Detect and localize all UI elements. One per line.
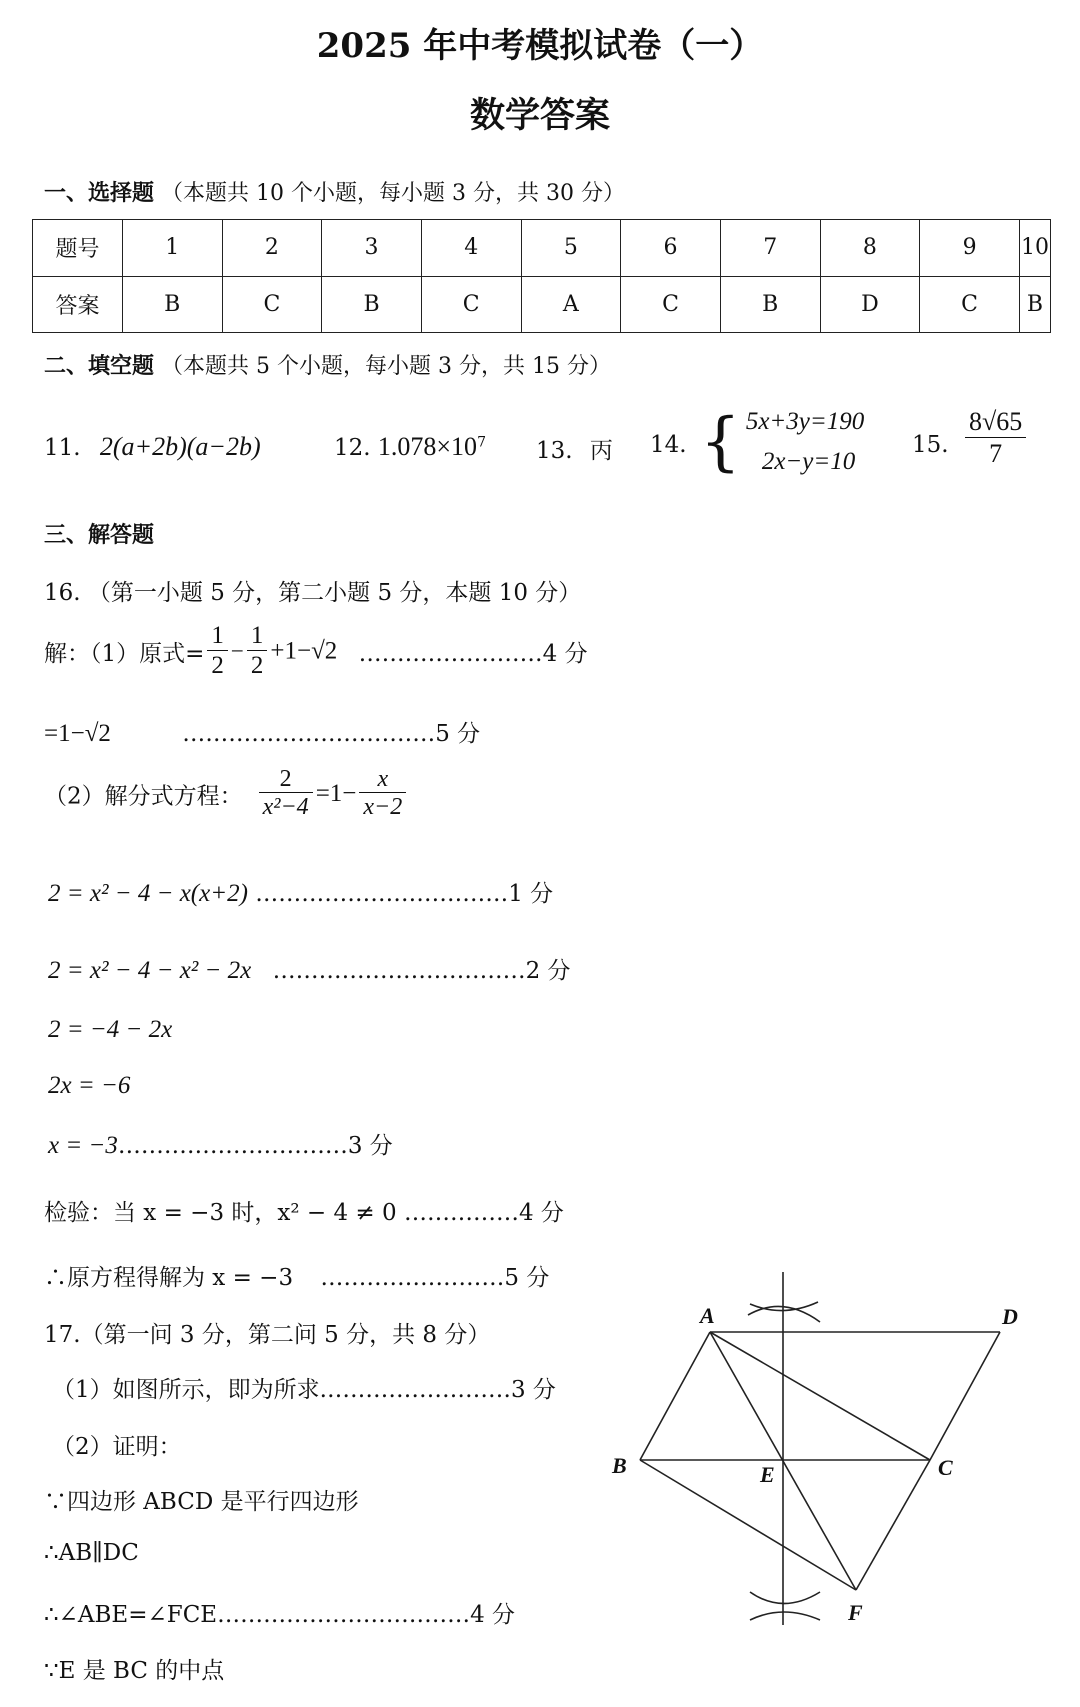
step-score: ……………………………2 分 bbox=[272, 958, 571, 984]
q17-line5 bbox=[44, 1596, 515, 1629]
q16-part1: 解：（1）原式= $\frac{1}{2}$ − $\frac{1}{2}$ +1−√2 ……………………4 分 bbox=[44, 622, 588, 679]
step-score: ……………………………1 分 bbox=[255, 881, 554, 907]
q17-l5-text: ∴∠ABE=∠FCE bbox=[44, 1602, 218, 1628]
q16-heading: 16. （第一小题 5 分，第二小题 5 分，本题 10 分） bbox=[44, 580, 582, 606]
q14-eq2: 2x−y=10 bbox=[761, 448, 856, 475]
section1-note: （本题共 10 个小题，每小题 3 分，共 30 分） bbox=[161, 181, 625, 206]
answer-cell: B bbox=[322, 276, 422, 333]
step-expr: 2 = x² − 4 − x² − 2x bbox=[48, 957, 252, 984]
answer-cell: C bbox=[920, 276, 1020, 333]
segment-bf bbox=[640, 1460, 856, 1590]
question-number: 1 bbox=[122, 220, 222, 277]
q16-p2-label: （2）解分式方程： bbox=[44, 783, 243, 810]
step-expr: x = −3 bbox=[48, 1132, 118, 1159]
row-label-answer: 答案 bbox=[33, 276, 123, 333]
q16-part2 bbox=[44, 766, 409, 822]
question-number: 10 bbox=[1019, 220, 1050, 277]
q15-fraction bbox=[962, 408, 1029, 469]
question-number: 6 bbox=[621, 220, 721, 277]
section2-note: （本题共 5 个小题，每小题 3 分，共 15 分） bbox=[161, 354, 611, 379]
frac-num: 1 bbox=[247, 622, 268, 651]
q13-number: 13. bbox=[536, 438, 573, 464]
q16-p1b-expr: =1−√2 bbox=[44, 720, 111, 747]
q16-p1b-score: ……………………………5 分 bbox=[182, 721, 481, 747]
frac-num: x bbox=[359, 766, 406, 793]
q16-step1 bbox=[48, 875, 553, 908]
q17-l5-score: ……………………………4 分 bbox=[217, 1602, 516, 1628]
answer-table bbox=[32, 219, 1051, 333]
question-number: 2 bbox=[222, 220, 322, 277]
q12-mantissa: 1.078×10 bbox=[377, 432, 478, 461]
question-number: 3 bbox=[322, 220, 422, 277]
construction-arc-bottom bbox=[750, 1592, 820, 1604]
answer-cell: B bbox=[720, 276, 820, 333]
q15-numerator: 8√65 bbox=[965, 408, 1026, 438]
section2-name: 二、填空题 bbox=[44, 353, 155, 379]
q12-exponent: 7 bbox=[477, 434, 486, 451]
q17-line2: （2）证明： bbox=[52, 1434, 182, 1460]
table-row bbox=[33, 276, 1051, 333]
q14-number: 14. bbox=[650, 432, 687, 458]
conclusion-score: ……………………5 分 bbox=[320, 1265, 550, 1291]
answer-cell: C bbox=[621, 276, 721, 333]
question-number: 7 bbox=[720, 220, 820, 277]
section1-heading bbox=[44, 176, 625, 207]
section3-name: 三、解答题 bbox=[44, 522, 155, 548]
q16-p1-label: 解：（1）原式= bbox=[44, 640, 205, 667]
label-c: C bbox=[938, 1455, 953, 1480]
label-d: D bbox=[1002, 1304, 1018, 1329]
q16-step2 bbox=[48, 952, 571, 985]
frac-den: x²−4 bbox=[262, 794, 309, 821]
answer-cell: C bbox=[421, 276, 521, 333]
question-number: 5 bbox=[521, 220, 621, 277]
segment-cf bbox=[856, 1460, 930, 1590]
q14-eq1: 5x+3y=190 bbox=[745, 408, 865, 435]
segment-ab bbox=[640, 1332, 710, 1460]
table-row bbox=[33, 220, 1051, 277]
check-text: 检验：当 x = −3 时，x² − 4 ≠ 0 bbox=[44, 1200, 397, 1226]
segment-dc bbox=[930, 1332, 1000, 1460]
section2-heading bbox=[44, 349, 611, 380]
brace-glyph: { bbox=[700, 405, 741, 479]
label-a: A bbox=[700, 1303, 715, 1328]
q16-step3: 2 = −4 − 2x bbox=[48, 1016, 173, 1043]
check-score: ……………4 分 bbox=[403, 1200, 564, 1226]
q16-p1-tail: +1−√2 bbox=[270, 637, 338, 665]
q17-l1-score: ……………………3 分 bbox=[326, 1377, 556, 1403]
label-b: B bbox=[612, 1453, 627, 1478]
label-e: E bbox=[760, 1462, 775, 1487]
conclusion-text: ∴原方程得解为 x = −3 bbox=[44, 1265, 294, 1291]
construction-arc-bottom bbox=[750, 1612, 820, 1620]
page-subtitle: 数学答案 bbox=[469, 95, 610, 136]
frac-den: 2 bbox=[211, 651, 224, 679]
frac-num: 2 bbox=[259, 766, 313, 793]
answer-cell: B bbox=[1019, 276, 1050, 333]
q12-number: 12. bbox=[334, 435, 371, 461]
answer-cell: A bbox=[521, 276, 621, 333]
construction-arc-top bbox=[748, 1306, 820, 1322]
section3-heading bbox=[44, 518, 154, 549]
row-label-number: 题号 bbox=[33, 220, 123, 277]
q16-part1b bbox=[44, 715, 480, 748]
q16-check bbox=[44, 1194, 564, 1227]
q11-answer: 2(a+2b)(a−2b) bbox=[99, 432, 261, 461]
answer-cell: D bbox=[820, 276, 920, 333]
q17-line4: ∴AB∥DC bbox=[44, 1540, 139, 1566]
q13-answer: 丙 bbox=[589, 438, 613, 464]
answer-cell: C bbox=[222, 276, 322, 333]
frac-den: x−2 bbox=[363, 794, 403, 821]
page-title: 2025 年中考模拟试卷（一） bbox=[316, 26, 764, 66]
q15-denominator: 7 bbox=[989, 438, 1003, 468]
answer-cell: B bbox=[122, 276, 222, 333]
q17-line1 bbox=[52, 1371, 556, 1404]
geometry-figure bbox=[600, 1260, 1040, 1630]
question-number: 9 bbox=[920, 220, 1020, 277]
question-number: 8 bbox=[820, 220, 920, 277]
step-score: …………………………3 分 bbox=[117, 1133, 393, 1159]
q14-system bbox=[700, 402, 864, 482]
segment-ac bbox=[710, 1332, 930, 1460]
q17-line3: ∵四边形 ABCD 是平行四边形 bbox=[44, 1489, 359, 1515]
frac-num: 1 bbox=[207, 622, 228, 651]
q16-step5 bbox=[48, 1127, 393, 1160]
step-expr: 2 = x² − 4 − x(x+2) bbox=[48, 880, 248, 907]
section1-name: 一、选择题 bbox=[44, 180, 155, 206]
q11 bbox=[44, 432, 261, 462]
q17-heading: 17.（第一问 3 分，第二问 5 分，共 8 分） bbox=[44, 1322, 491, 1348]
q16-step4: 2x = −6 bbox=[48, 1072, 131, 1099]
label-f: F bbox=[848, 1600, 863, 1625]
frac-den: 2 bbox=[250, 651, 264, 679]
q13 bbox=[536, 432, 613, 465]
q17-l1-text: （1）如图所示，即为所求. bbox=[52, 1377, 327, 1403]
q16-conclusion bbox=[44, 1259, 549, 1292]
q17-line6: ∵E 是 BC 的中点 bbox=[44, 1658, 225, 1684]
q16-p2-mid: =1− bbox=[315, 780, 357, 808]
q11-number: 11. bbox=[44, 435, 81, 461]
q16-p1-score: ……………………4 分 bbox=[358, 640, 588, 667]
question-number: 4 bbox=[421, 220, 521, 277]
q15-number: 15. bbox=[912, 432, 949, 458]
q12 bbox=[334, 432, 486, 462]
